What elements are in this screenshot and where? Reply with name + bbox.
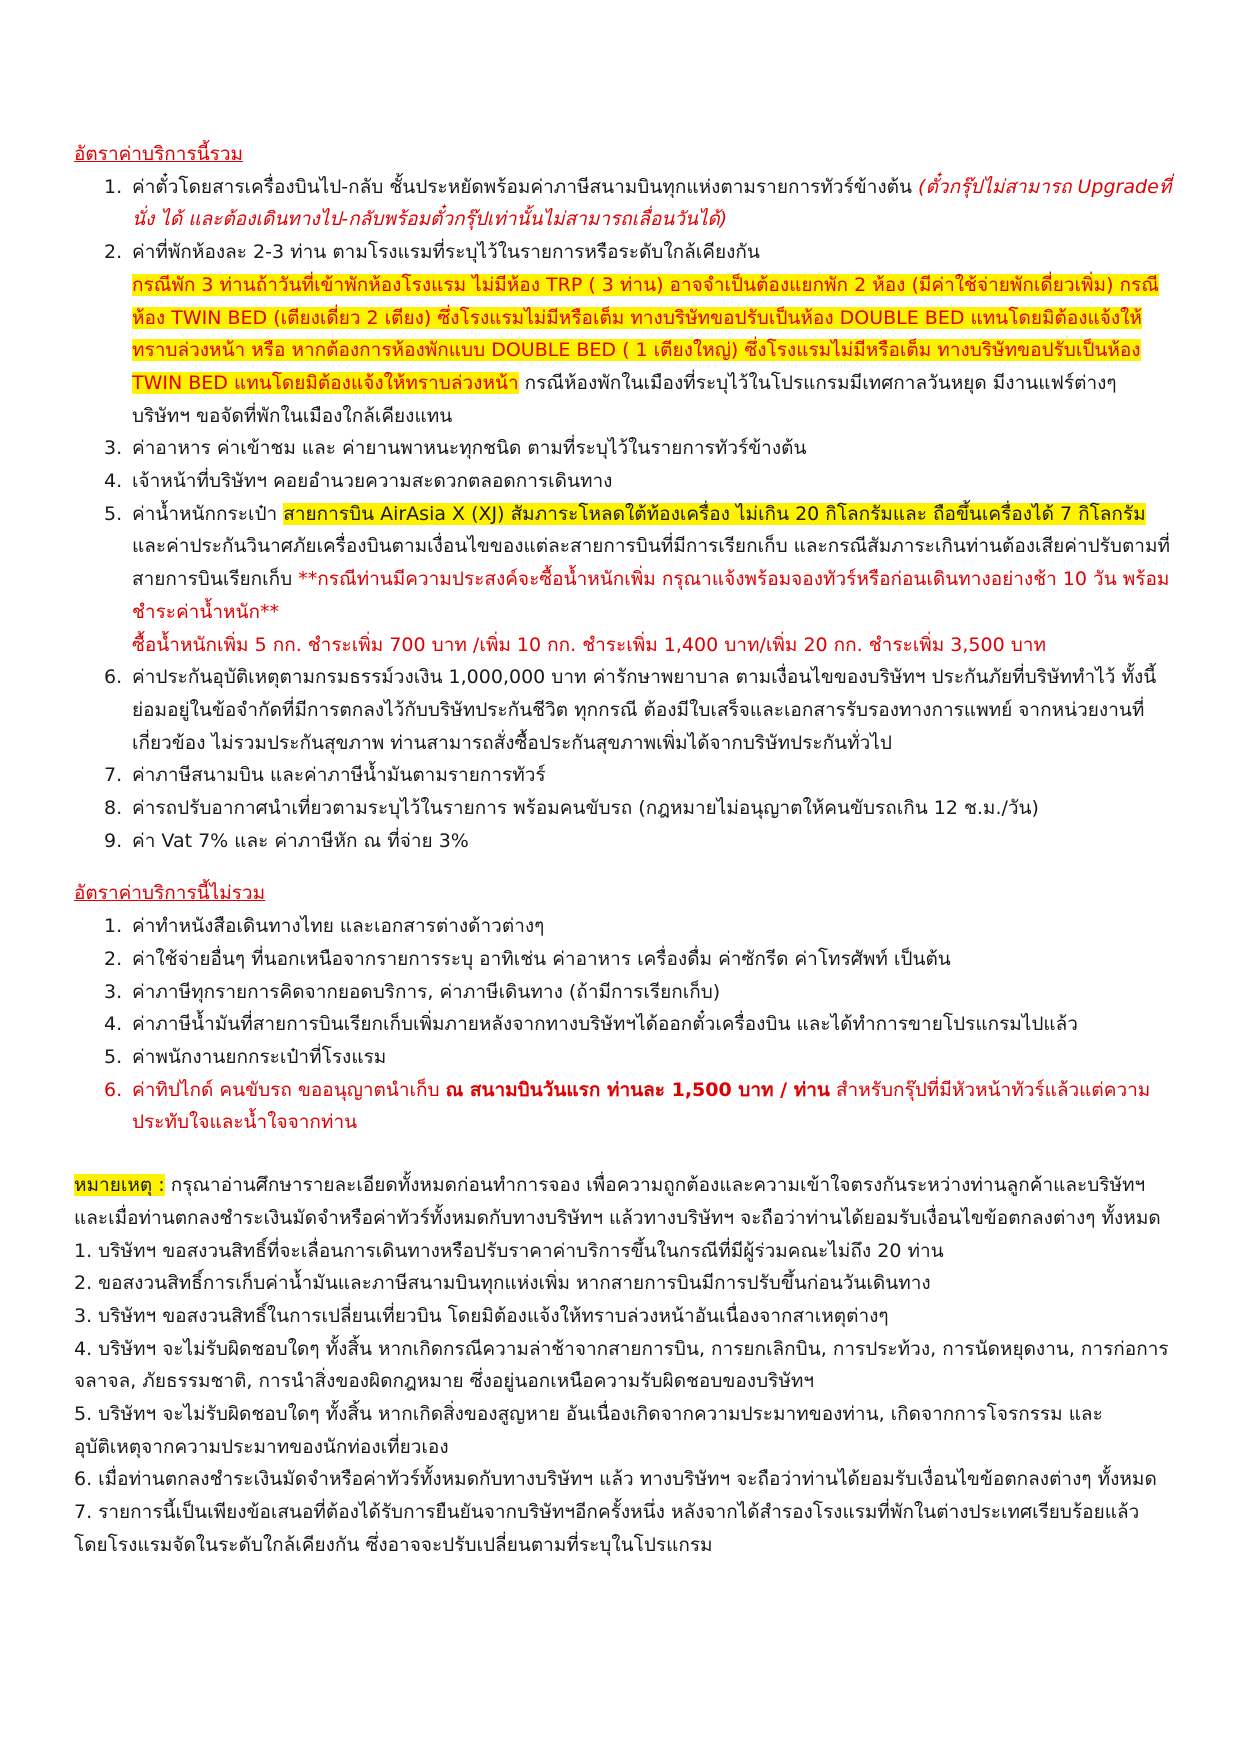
item-number: 7. bbox=[104, 764, 123, 787]
list-item bbox=[74, 236, 1174, 432]
item-text: ค่าภาษีสนามบิน และค่าภาษีน้ำมันตามรายการทัวร์ bbox=[132, 764, 546, 787]
list-item bbox=[74, 910, 1174, 943]
list-item bbox=[74, 759, 1174, 792]
note-item: 7. รายการนี้เป็นเพียงข้อเสนอที่ต้องได้รับการยืนยันจากบริษัทฯอีกครั้งหนึ่ง หลังจากได้สำรองโรงแรมที่พักในต่างประเทศเรียบร้อยแล้ว โดยโรงแรมจัดในระดับใกล้เคียงกัน ซึ่งอาจจะปรับเปลี่ยนตามที่ระบุในโปรแกรม bbox=[74, 1501, 1140, 1556]
item-text: ค่า Vat 7% และ ค่าภาษีหัก ณ ที่จ่าย 3% bbox=[132, 829, 469, 852]
excluded-list bbox=[74, 910, 1174, 1139]
item-number: 2. bbox=[104, 947, 123, 970]
item-highlight: กรณีพัก 3 ท่านถ้าวันที่เข้าพักห้องโรงแรม ไม่มีห้อง TRP ( 3 ท่าน) อาจจำเป็นต้องแยกพัก 2 ห้อง (มีค่าใช้จ่ายพักเดี่ยวเพิ่ม) กรณีห้อง TWIN BED (เตียงเดี่ยว 2 เตียง) ซึ่งโรงแรมไม่มีหรือเต็ม ทางบริษัทขอปรับเป็นห้อง DOUBLE BED แทนโดยมิต้องแจ้งให้ทราบล่วงหน้า หรือ หากต้องการห้องพักแบบ DOUBLE BED ( 1 เตียงใหญ่) ซึ่งโรงแรมไม่มีหรือเต็ม ทางบริษัทขอปรับเป็นห้อง TWIN BED แทนโดยมิต้องแจ้งให้ทราบล่วงหน้า bbox=[132, 273, 1159, 394]
note-intro bbox=[74, 1169, 1174, 1234]
item-number: 9. bbox=[104, 829, 123, 852]
item-number: 1. bbox=[104, 915, 123, 938]
list-item bbox=[74, 432, 1174, 465]
note-item: 2. ขอสงวนสิทธิ์การเก็บค่าน้ำมันและภาษีสนามบินทุกแห่งเพิ่ม หากสายการบินมีการปรับขึ้นก่อนวันเดินทาง bbox=[74, 1272, 931, 1295]
item-number: 5. bbox=[104, 1045, 123, 1068]
item-text: ค่าใช้จ่ายอื่นๆ ที่นอกเหนือจากรายการระบุ อาทิเช่น ค่าอาหาร เครื่องดื่ม ค่าซักรีด ค่าโทรศัพท์ เป็นต้น bbox=[132, 947, 951, 970]
item-text: ค่ารถปรับอากาศนำเที่ยวตามระบุไว้ในรายการ พร้อมคนขับรถ (กฎหมายไม่อนุญาตให้คนขับรถเกิน 12 ช.ม./วัน) bbox=[132, 797, 1039, 820]
item-text: ค่าทิปไกด์ คนขับรถ ขออนุญาตนำเก็บ bbox=[132, 1078, 446, 1101]
note-item: 3. บริษัทฯ ขอสงวนสิทธิ์ในการเปลี่ยนเที่ยวบิน โดยมิต้องแจ้งให้ทราบล่วงหน้าอันเนื่องจากสาเหตุต่างๆ bbox=[74, 1304, 889, 1327]
note-item: 1. บริษัทฯ ขอสงวนสิทธิ์ที่จะเลื่อนการเดินทางหรือปรับราคาค่าบริการขึ้นในกรณีที่มีผู้ร่วมคณะไม่ถึง 20 ท่าน bbox=[74, 1239, 944, 1262]
item-number: 4. bbox=[104, 1013, 123, 1036]
item-text: ค่าภาษีน้ำมันที่สายการบินเรียกเก็บเพิ่มภายหลังจากทางบริษัทฯได้ออกตั๋วเครื่องบิน และได้ทำการขายโปรแกรมไปแล้ว bbox=[132, 1013, 1078, 1036]
list-item bbox=[74, 498, 1174, 662]
note-section bbox=[74, 1169, 1174, 1561]
item-number: 2. bbox=[104, 241, 123, 264]
item-text: เจ้าหน้าที่บริษัทฯ คอยอำนวยความสะดวกตลอดการเดินทาง bbox=[132, 470, 613, 493]
item-number: 3. bbox=[104, 980, 123, 1003]
item-number: 5. bbox=[104, 502, 123, 525]
included-list bbox=[74, 171, 1174, 858]
item-red-note: (ตั๋วกรุ๊ปไม่สามารถ Upgradeที่นั่ง ได้ และต้องเดินทางไป-กลับพร้อมตั๋วกรุ๊ปเท่านั้นไม่สามารถเลื่อนวันได้) bbox=[132, 175, 1172, 231]
note-item: 4. บริษัทฯ จะไม่รับผิดชอบใดๆ ทั้งสิ้น หากเกิดกรณีความล่าช้าจากสายการบิน, การยกเลิกบิน, การประท้วง, การนัดหยุดงาน, การก่อการจลาจล, ภัยธรรมชาติ, การนำสิ่งของผิดกฎหมาย ซึ่งอยู่นอกเหนือความรับผิดชอบของบริษัทฯ bbox=[74, 1337, 1169, 1393]
list-item bbox=[74, 976, 1174, 1009]
list-item bbox=[74, 661, 1174, 759]
excluded-heading: อัตราค่าบริการนี้ไม่รวม bbox=[74, 882, 266, 905]
note-item: 5. บริษัทฯ จะไม่รับผิดชอบใดๆ ทั้งสิ้น หากเกิดสิ่งของสูญหาย อันเนื่องเกิดจากความประมาทของท่าน, เกิดจากการโจรกรรม และ อุบัติเหตุจากความประมาทของนักท่องเที่ยวเอง bbox=[74, 1403, 1103, 1458]
list-item bbox=[74, 1074, 1174, 1139]
item-text: ค่าพนักงานยกกระเป๋าที่โรงแรม bbox=[132, 1045, 387, 1068]
item-text: ค่าประกันอุบัติเหตุตามกรมธรรม์วงเงิน 1,000,000 บาท ค่ารักษาพยาบาล ตามเงื่อนไขของบริษัทฯ ประกันภัยที่บริษัททำไว้ ทั้งนี้ย่อมอยู่ในข้อจำกัดที่มีการตกลงไว้กับบริษัทประกันชีวิต ทุกกรณี ต้องมีใบเสร็จและเอกสารรับรองทางการแพทย์ จากหน่วยงานที่เกี่ยวข้อง ไม่รวมประกันสุขภาพ ท่านสามารถสั่งซื้อประกันสุขภาพเพิ่มได้จากบริษัทประกันทั่วไป bbox=[132, 666, 1157, 754]
item-number: 1. bbox=[104, 175, 123, 198]
item-number: 6. bbox=[104, 666, 123, 689]
item-text: ค่าตั๋วโดยสารเครื่องบินไป-กลับ ชั้นประหยัดพร้อมค่าภาษีสนามบินทุกแห่งตามรายการทัวร์ข้างต้น bbox=[132, 175, 919, 198]
note-intro-text: กรุณาอ่านศึกษารายละเอียดทั้งหมดก่อนทำการจอง เพื่อความถูกต้องและความเข้าใจตรงกันระหว่างท่านลูกค้าและบริษัทฯ และเมื่อท่านตกลงชำระเงินมัดจำหรือค่าทัวร์ทั้งหมดกับทางบริษัทฯ แล้วทางบริษัทฯ จะถือว่าท่านได้ยอมรับเงื่อนไขข้อตกลงต่างๆ ทั้งหมด bbox=[74, 1174, 1161, 1229]
item-number: 6. bbox=[104, 1078, 123, 1101]
list-item bbox=[74, 171, 1174, 236]
document-body bbox=[74, 138, 1174, 1562]
item-bold-text: ณ สนามบินวันแรก ท่านละ 1,500 บาท / ท่าน bbox=[445, 1078, 830, 1101]
item-number: 3. bbox=[104, 437, 123, 460]
list-item bbox=[74, 465, 1174, 498]
item-text: ค่าทำหนังสือเดินทางไทย และเอกสารต่างด้าวต่างๆ bbox=[132, 915, 545, 938]
item-red-note: ซื้อน้ำหนักเพิ่ม 5 กก. ชำระเพิ่ม 700 บาท /เพิ่ม 10 กก. ชำระเพิ่ม 1,400 บาท/เพิ่ม 20 กก. ชำระเพิ่ม 3,500 บาท bbox=[132, 633, 1046, 656]
note-item: 6. เมื่อท่านตกลงชำระเงินมัดจำหรือค่าทัวร์ทั้งหมดกับทางบริษัทฯ แล้ว ทางบริษัทฯ จะถือว่าท่านได้ยอมรับเงื่อนไขข้อตกลงต่างๆ ทั้งหมด bbox=[74, 1468, 1157, 1491]
item-text: ค่าน้ำหนักกระเป๋า bbox=[132, 502, 284, 525]
item-number: 8. bbox=[104, 797, 123, 820]
included-heading: อัตราค่าบริการนี้รวม bbox=[74, 143, 244, 165]
list-item bbox=[74, 792, 1174, 825]
item-text: กรณีห้องพักในเมืองที่ระบุไว้ในโปรแกรมมีเทศกาลวันหยุด มีงานแฟร์ต่างๆ บริษัทฯ ขอจัดที่พักในเมืองใกล้เคียงแทน bbox=[132, 371, 1117, 427]
item-text: สำหรับกรุ๊ปที่มีหัวหน้าทัวร์แล้วแต่ความประทับใจและน้ำใจจากท่าน bbox=[132, 1078, 1151, 1134]
list-item bbox=[74, 1008, 1174, 1041]
item-text: ค่าภาษีทุกรายการคิดจากยอดบริการ, ค่าภาษีเดินทาง (ถ้ามีการเรียกเก็บ) bbox=[132, 980, 721, 1003]
list-item bbox=[74, 943, 1174, 976]
item-red-note: **กรณีท่านมีความประสงค์จะซื้อน้ำหนักเพิ่ม กรุณาแจ้งพร้อมจองทัวร์หรือก่อนเดินทางอย่างช้า 10 วัน พร้อมชำระค่าน้ำหนัก** bbox=[132, 568, 1170, 623]
item-text: ค่าอาหาร ค่าเข้าชม และ ค่ายานพาหนะทุกชนิด ตามที่ระบุไว้ในรายการทัวร์ข้างต้น bbox=[132, 437, 807, 460]
item-text: และค่าประกันวินาศภัยเครื่องบินตามเงื่อนไขของแต่ละสายการบินที่มีการเรียกเก็บ และกรณีสัมภาระเกินท่านต้องเสียค่าปรับตามที่สายการบินเรียกเก็บ bbox=[132, 535, 1171, 591]
item-number: 4. bbox=[104, 470, 123, 493]
item-text: ค่าที่พักห้องละ 2-3 ท่าน ตามโรงแรมที่ระบุไว้ในรายการหรือระดับใกล้เคียงกัน bbox=[132, 241, 760, 264]
list-item bbox=[74, 825, 1174, 858]
list-item bbox=[74, 1041, 1174, 1074]
item-highlight: สายการบิน AirAsia X (XJ) สัมภาระโหลดใต้ท้องเครื่อง ไม่เกิน 20 กิโลกรัมและ ถือขึ้นเครื่องได้ 7 กิโลกรัม bbox=[283, 502, 1146, 525]
note-label: หมายเหตุ : bbox=[74, 1174, 165, 1197]
